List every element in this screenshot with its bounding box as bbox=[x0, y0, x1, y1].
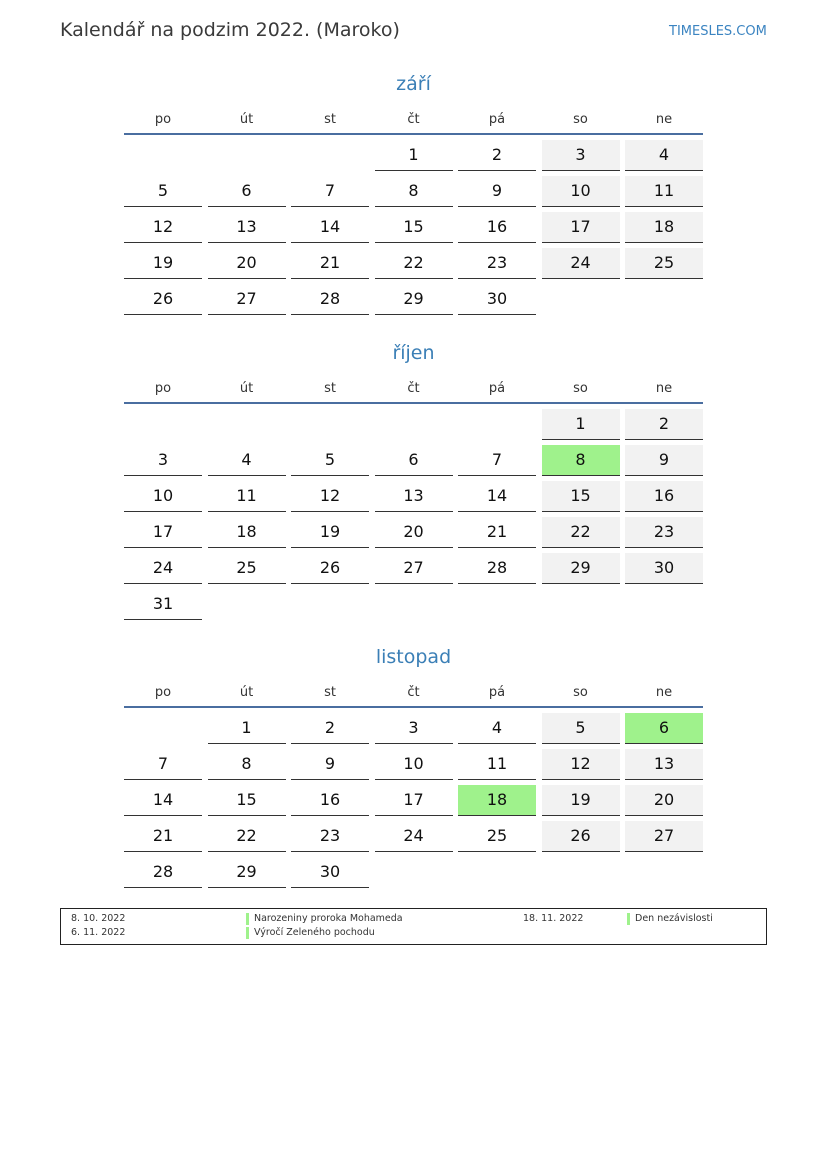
weekday-label: čt bbox=[407, 381, 420, 396]
week-row bbox=[124, 821, 703, 852]
day-cell: 7 bbox=[124, 749, 202, 780]
day-cell: 9 bbox=[291, 749, 369, 780]
day-cell: 15 bbox=[208, 785, 286, 816]
weekday-label: po bbox=[154, 685, 172, 700]
day-cell: 27 bbox=[625, 821, 703, 852]
day-cell: 28 bbox=[291, 284, 369, 315]
site-link[interactable]: TIMESLES.COM bbox=[669, 24, 767, 39]
day-cell: 16 bbox=[291, 785, 369, 816]
week-row bbox=[124, 517, 703, 548]
day-cell: 5 bbox=[291, 445, 369, 476]
day-cell: 3 bbox=[124, 445, 202, 476]
empty-cell bbox=[458, 409, 536, 440]
weekday-header-row bbox=[124, 376, 703, 402]
day-cell: 18 bbox=[208, 517, 286, 548]
day-cell: 26 bbox=[542, 821, 620, 852]
weekday-label: ne bbox=[655, 112, 673, 127]
day-cell: 21 bbox=[291, 248, 369, 279]
day-cell: 14 bbox=[458, 481, 536, 512]
legend-date: 6. 11. 2022 bbox=[71, 927, 126, 938]
month-1 bbox=[124, 338, 703, 625]
empty-cell bbox=[542, 857, 620, 888]
weekday-label: so bbox=[573, 112, 588, 127]
day-cell: 13 bbox=[208, 212, 286, 243]
day-cell: 2 bbox=[625, 409, 703, 440]
day-cell: 28 bbox=[124, 857, 202, 888]
day-cell: 16 bbox=[625, 481, 703, 512]
month-name: září bbox=[396, 73, 431, 95]
day-cell: 23 bbox=[458, 248, 536, 279]
day-cell: 11 bbox=[208, 481, 286, 512]
weekday-label: ne bbox=[655, 381, 673, 396]
empty-cell bbox=[625, 589, 703, 620]
legend-color-bar bbox=[246, 927, 249, 939]
weekday-label: st bbox=[324, 112, 336, 127]
week-row bbox=[124, 857, 703, 888]
empty-cell bbox=[375, 857, 453, 888]
day-cell: 20 bbox=[625, 785, 703, 816]
day-cell: 6 bbox=[375, 445, 453, 476]
day-cell: 2 bbox=[291, 713, 369, 744]
day-cell: 22 bbox=[375, 248, 453, 279]
day-cell: 20 bbox=[375, 517, 453, 548]
empty-cell bbox=[208, 140, 286, 171]
empty-cell bbox=[291, 409, 369, 440]
day-grid bbox=[124, 140, 703, 315]
day-cell: 25 bbox=[458, 821, 536, 852]
day-cell: 12 bbox=[124, 212, 202, 243]
day-cell: 11 bbox=[625, 176, 703, 207]
day-cell: 16 bbox=[458, 212, 536, 243]
empty-cell bbox=[291, 589, 369, 620]
day-cell: 7 bbox=[291, 176, 369, 207]
empty-cell bbox=[458, 857, 536, 888]
day-cell: 12 bbox=[542, 749, 620, 780]
weekday-label: st bbox=[324, 685, 336, 700]
weekday-header-row bbox=[124, 680, 703, 706]
day-cell: 21 bbox=[124, 821, 202, 852]
week-row bbox=[124, 589, 703, 620]
day-cell: 25 bbox=[208, 553, 286, 584]
day-cell: 24 bbox=[124, 553, 202, 584]
day-cell: 22 bbox=[542, 517, 620, 548]
weekday-label: po bbox=[154, 381, 172, 396]
day-cell: 15 bbox=[542, 481, 620, 512]
day-cell: 8 bbox=[208, 749, 286, 780]
day-cell: 4 bbox=[458, 713, 536, 744]
day-cell: 29 bbox=[542, 553, 620, 584]
month-0 bbox=[124, 69, 703, 320]
day-cell: 1 bbox=[375, 140, 453, 171]
weekday-label: so bbox=[573, 381, 588, 396]
legend-holiday-name: Narozeniny proroka Mohameda bbox=[254, 913, 403, 924]
week-row bbox=[124, 409, 703, 440]
day-cell: 22 bbox=[208, 821, 286, 852]
day-cell: 17 bbox=[542, 212, 620, 243]
day-cell: 6 bbox=[208, 176, 286, 207]
week-row bbox=[124, 785, 703, 816]
legend-date: 18. 11. 2022 bbox=[523, 913, 584, 924]
weekday-label: pá bbox=[488, 685, 506, 700]
legend-holiday-name: Den nezávislosti bbox=[635, 913, 713, 924]
empty-cell bbox=[375, 409, 453, 440]
weekday-label: pá bbox=[488, 112, 506, 127]
header-divider bbox=[124, 402, 703, 404]
day-cell: 17 bbox=[375, 785, 453, 816]
empty-cell bbox=[124, 140, 202, 171]
day-cell: 3 bbox=[542, 140, 620, 171]
month-name: říjen bbox=[392, 342, 435, 364]
day-cell: 19 bbox=[542, 785, 620, 816]
day-cell: 1 bbox=[542, 409, 620, 440]
week-row bbox=[124, 713, 703, 744]
empty-cell bbox=[124, 713, 202, 744]
day-cell: 9 bbox=[458, 176, 536, 207]
weekday-label: út bbox=[239, 685, 254, 700]
weekday-label: st bbox=[324, 381, 336, 396]
week-row bbox=[124, 481, 703, 512]
day-cell: 1 bbox=[208, 713, 286, 744]
week-row bbox=[124, 749, 703, 780]
day-cell: 15 bbox=[375, 212, 453, 243]
empty-cell bbox=[375, 589, 453, 620]
day-cell: 5 bbox=[124, 176, 202, 207]
week-row bbox=[124, 248, 703, 279]
legend-holiday-name: Výročí Zeleného pochodu bbox=[254, 927, 375, 938]
day-cell: 21 bbox=[458, 517, 536, 548]
empty-cell bbox=[625, 284, 703, 315]
day-grid bbox=[124, 713, 703, 888]
day-cell: 5 bbox=[542, 713, 620, 744]
weekday-label: so bbox=[573, 685, 588, 700]
day-cell: 19 bbox=[124, 248, 202, 279]
day-cell: 3 bbox=[375, 713, 453, 744]
weekday-label: út bbox=[239, 381, 254, 396]
day-cell: 4 bbox=[208, 445, 286, 476]
day-cell: 18 bbox=[625, 212, 703, 243]
month-name: listopad bbox=[375, 646, 452, 668]
page-title: Kalendář na podzim 2022. (Maroko) bbox=[60, 19, 400, 41]
empty-cell bbox=[542, 284, 620, 315]
day-cell: 30 bbox=[625, 553, 703, 584]
day-cell: 8 bbox=[542, 445, 620, 476]
empty-cell bbox=[291, 140, 369, 171]
day-cell: 18 bbox=[458, 785, 536, 816]
day-cell: 13 bbox=[375, 481, 453, 512]
day-cell: 23 bbox=[291, 821, 369, 852]
day-cell: 7 bbox=[458, 445, 536, 476]
day-cell: 20 bbox=[208, 248, 286, 279]
empty-cell bbox=[124, 409, 202, 440]
week-row bbox=[124, 140, 703, 171]
day-cell: 30 bbox=[458, 284, 536, 315]
day-cell: 8 bbox=[375, 176, 453, 207]
day-cell: 6 bbox=[625, 713, 703, 744]
month-2 bbox=[124, 642, 703, 893]
header-divider bbox=[124, 133, 703, 135]
day-cell: 17 bbox=[124, 517, 202, 548]
day-cell: 27 bbox=[375, 553, 453, 584]
day-grid bbox=[124, 409, 703, 620]
day-cell: 12 bbox=[291, 481, 369, 512]
week-row bbox=[124, 176, 703, 207]
empty-cell bbox=[625, 857, 703, 888]
legend-date: 8. 10. 2022 bbox=[71, 913, 126, 924]
header-divider bbox=[124, 706, 703, 708]
weekday-header-row bbox=[124, 107, 703, 133]
day-cell: 29 bbox=[375, 284, 453, 315]
day-cell: 9 bbox=[625, 445, 703, 476]
day-cell: 30 bbox=[291, 857, 369, 888]
day-cell: 13 bbox=[625, 749, 703, 780]
empty-cell bbox=[458, 589, 536, 620]
day-cell: 25 bbox=[625, 248, 703, 279]
day-cell: 24 bbox=[542, 248, 620, 279]
day-cell: 11 bbox=[458, 749, 536, 780]
day-cell: 14 bbox=[291, 212, 369, 243]
day-cell: 31 bbox=[124, 589, 202, 620]
day-cell: 10 bbox=[124, 481, 202, 512]
empty-cell bbox=[208, 589, 286, 620]
empty-cell bbox=[208, 409, 286, 440]
weekday-label: pá bbox=[488, 381, 506, 396]
day-cell: 4 bbox=[625, 140, 703, 171]
day-cell: 29 bbox=[208, 857, 286, 888]
week-row bbox=[124, 284, 703, 315]
day-cell: 26 bbox=[291, 553, 369, 584]
day-cell: 26 bbox=[124, 284, 202, 315]
weekday-label: út bbox=[239, 112, 254, 127]
holiday-legend bbox=[60, 908, 767, 945]
day-cell: 10 bbox=[542, 176, 620, 207]
weekday-label: čt bbox=[407, 685, 420, 700]
day-cell: 27 bbox=[208, 284, 286, 315]
empty-cell bbox=[542, 589, 620, 620]
day-cell: 14 bbox=[124, 785, 202, 816]
legend-color-bar bbox=[627, 913, 630, 925]
week-row bbox=[124, 212, 703, 243]
weekday-label: ne bbox=[655, 685, 673, 700]
weekday-label: čt bbox=[407, 112, 420, 127]
week-row bbox=[124, 445, 703, 476]
weekday-label: po bbox=[154, 112, 172, 127]
day-cell: 24 bbox=[375, 821, 453, 852]
day-cell: 2 bbox=[458, 140, 536, 171]
legend-color-bar bbox=[246, 913, 249, 925]
day-cell: 19 bbox=[291, 517, 369, 548]
day-cell: 28 bbox=[458, 553, 536, 584]
day-cell: 23 bbox=[625, 517, 703, 548]
day-cell: 10 bbox=[375, 749, 453, 780]
week-row bbox=[124, 553, 703, 584]
